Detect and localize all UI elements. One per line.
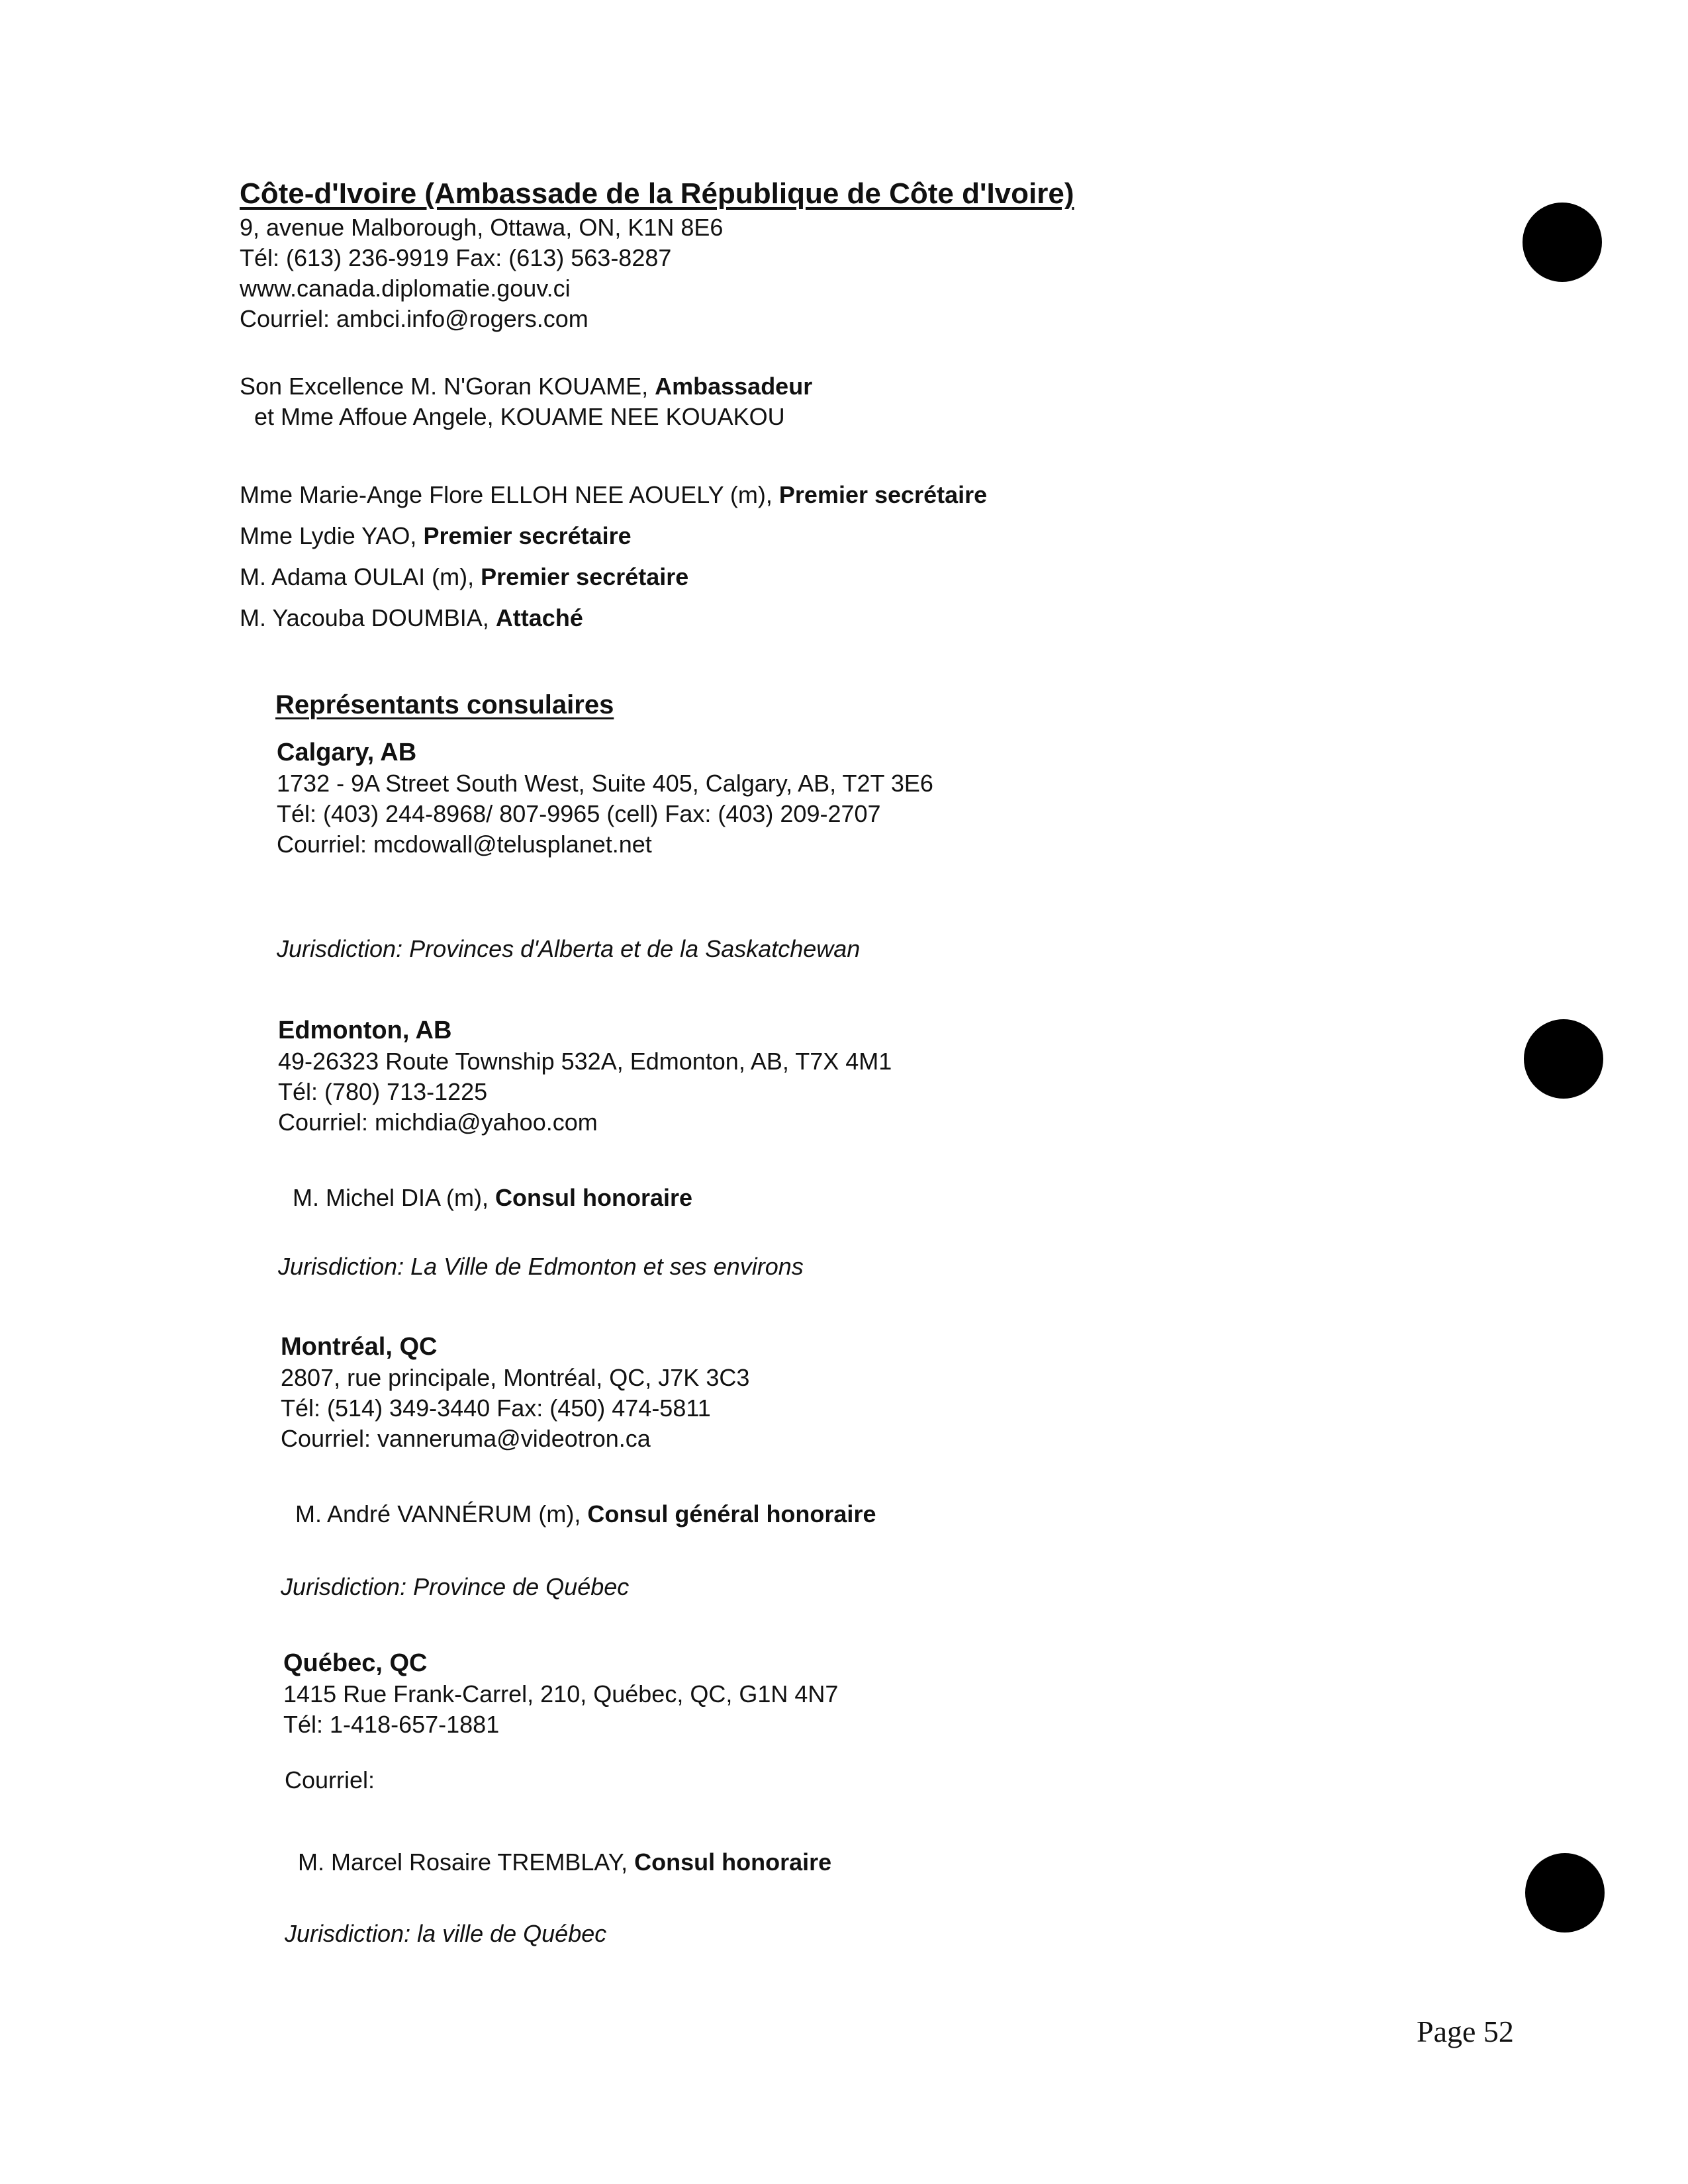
ambassador-name: Son Excellence M. N'Goran KOUAME, [240, 373, 655, 400]
staff-title: Attaché [495, 604, 583, 631]
consulate-city: Québec, QC [283, 1649, 428, 1677]
punch-hole [1523, 203, 1602, 282]
embassy-address: 9, avenue Malborough, Ottawa, ON, K1N 8E6 [240, 214, 724, 241]
consulate-email: Courriel: [285, 1766, 375, 1794]
staff-title: Premier secrétaire [778, 481, 988, 508]
consul-row [295, 1500, 876, 1529]
consulate-address: 2807, rue principale, Montréal, QC, J7K 3C3 [281, 1364, 750, 1391]
embassy-email: Courriel: ambci.info@rogers.com [240, 305, 588, 332]
consul-name: M. André VANNÉRUM (m), [295, 1500, 588, 1527]
consul-name: M. Michel DIA (m), [293, 1184, 496, 1211]
consul-row [298, 1848, 831, 1877]
consular-heading: Représentants consulaires [275, 690, 614, 719]
ambassador-title: Ambassadeur [655, 373, 813, 400]
consulate-phone: Tél: (780) 713-1225 [278, 1078, 488, 1105]
consul-title: Consul général honoraire [587, 1500, 876, 1527]
staff-row [240, 563, 688, 592]
staff-row [240, 522, 632, 551]
consulate-city: Edmonton, AB [278, 1017, 452, 1044]
staff-name: Mme Lydie YAO, [240, 522, 424, 549]
staff-name: M. Yacouba DOUMBIA, [240, 604, 496, 631]
consulate-email: Courriel: mcdowall@telusplanet.net [277, 831, 652, 858]
punch-hole [1525, 1853, 1605, 1933]
consulate-email: Courriel: michdia@yahoo.com [278, 1109, 598, 1136]
staff-row [240, 604, 583, 633]
staff-title: Premier secrétaire [481, 563, 689, 590]
consulate-phone: Tél: (403) 244-8968/ 807-9965 (cell) Fax: (403) 209-2707 [277, 800, 881, 827]
page-number: Page 52 [1417, 2015, 1514, 2048]
consulate-city: Calgary, AB [277, 739, 417, 766]
staff-name: M. Adama OULAI (m), [240, 563, 481, 590]
consulate-city: Montréal, QC [281, 1333, 438, 1361]
consulate-jurisdiction: Jurisdiction: Province de Québec [281, 1573, 630, 1600]
embassy-website: www.canada.diplomatie.gouv.ci [240, 275, 571, 302]
consulate-jurisdiction: Jurisdiction: la ville de Québec [285, 1920, 607, 1947]
staff-title: Premier secrétaire [423, 522, 632, 549]
consul-title: Consul honoraire [634, 1848, 832, 1876]
consul-name: M. Marcel Rosaire TREMBLAY, [298, 1848, 635, 1876]
consulate-phone: Tél: 1-418-657-1881 [283, 1711, 500, 1738]
consulate-email: Courriel: vanneruma@videotron.ca [281, 1425, 651, 1452]
ambassador-spouse: et Mme Affoue Angele, KOUAME NEE KOUAKOU [254, 403, 785, 430]
consulate-address: 1415 Rue Frank-Carrel, 210, Québec, QC, G1N 4N7 [283, 1680, 839, 1707]
ambassador-line [240, 372, 812, 401]
staff-name: Mme Marie-Ange Flore ELLOH NEE AOUELY (m), [240, 481, 779, 508]
consulate-phone: Tél: (514) 349-3440 Fax: (450) 474-5811 [281, 1394, 711, 1422]
consulate-address: 49-26323 Route Township 532A, Edmonton, AB, T7X 4M1 [278, 1048, 892, 1075]
punch-hole [1524, 1019, 1603, 1099]
consulate-jurisdiction: Jurisdiction: La Ville de Edmonton et ses environs [278, 1253, 804, 1280]
staff-row [240, 480, 987, 510]
consulate-jurisdiction: Jurisdiction: Provinces d'Alberta et de la Saskatchewan [277, 935, 861, 962]
embassy-title: Côte-d'Ivoire (Ambassade de la République de Côte d'Ivoire) [240, 177, 1074, 210]
consulate-address: 1732 - 9A Street South West, Suite 405, Calgary, AB, T2T 3E6 [277, 770, 933, 797]
embassy-phone: Tél: (613) 236-9919 Fax: (613) 563-8287 [240, 244, 672, 271]
consul-row [293, 1183, 692, 1212]
consul-title: Consul honoraire [495, 1184, 693, 1211]
